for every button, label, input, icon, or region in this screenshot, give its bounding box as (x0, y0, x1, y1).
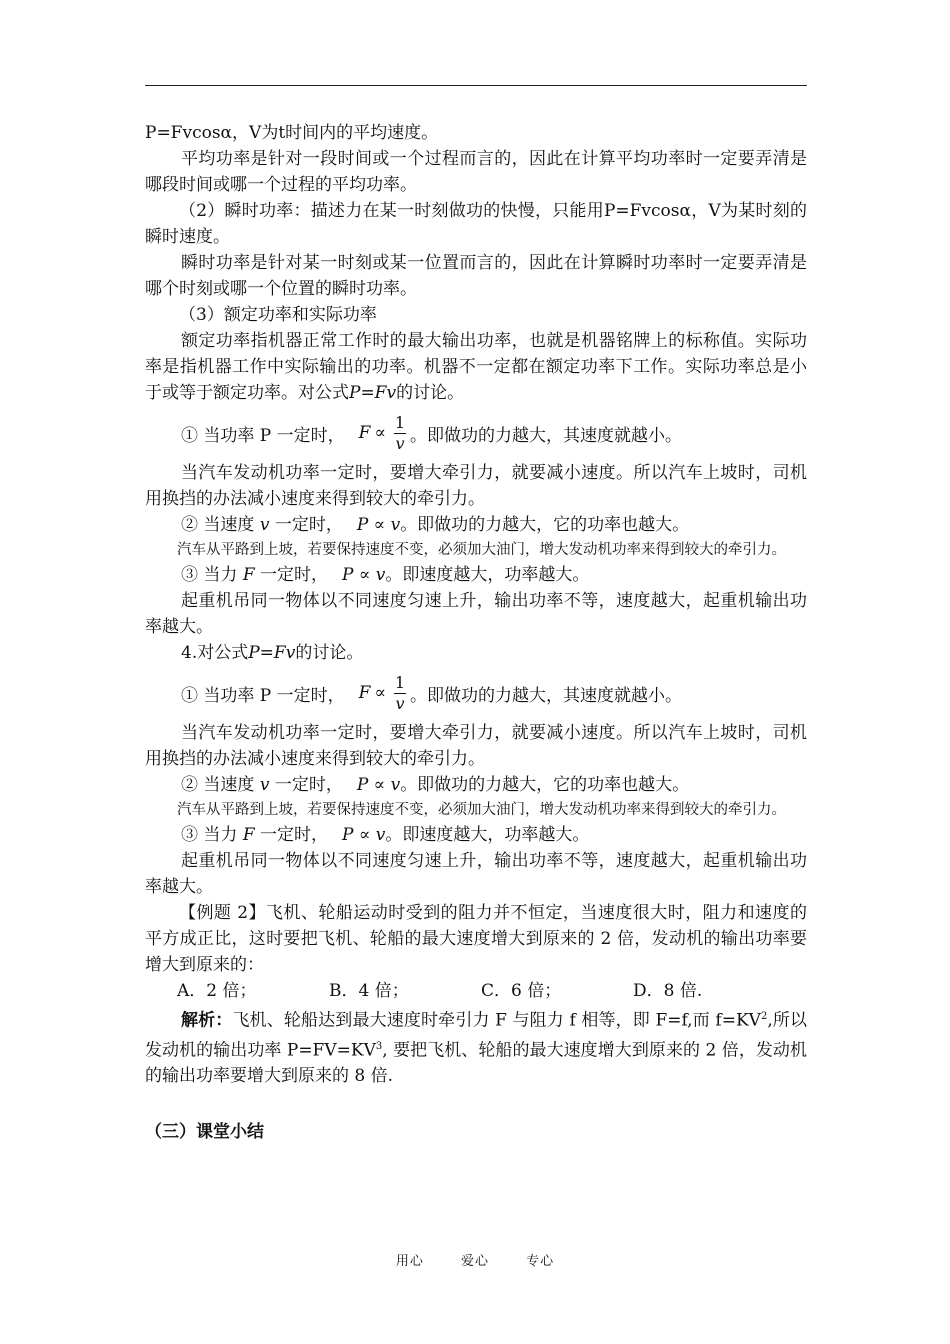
case3-formula-line: ③ 当力 F 一定时， P ∝ v。即速度越大，功率越大。 (181, 565, 590, 585)
page-content (145, 120, 807, 1145)
example-choices (145, 978, 807, 1004)
example-analysis: 解析：飞机、轮船达到最大速度时牵引力 F 与阻力 f 相等，即 F=f,而 $f=KV^2$,所以发动机的输出功率 $P=FV=KV^3$, 要把飞机、轮船的最大速度增大到原来的 2 倍，发动机的输出功率要增大到原来的 8 倍. (145, 1010, 808, 1087)
heading-rated-power: （3）额定功率和实际功率 (179, 305, 377, 325)
section4-heading: 4.对公式P=Fv的讨论。 (181, 643, 364, 663)
example-label: 【例题 2】 (179, 903, 267, 923)
example-question: 【例题 2】飞机、轮船运动时受到的阻力并不恒定，当速度很大时，阻力和速度的平方成正比，这时要把飞机、轮船的最大速度增大到原来的 2 倍，发动机的输出功率要增大到原来的： (145, 903, 807, 975)
choice-d: D．8 倍. (633, 981, 703, 1001)
page-footer (0, 1250, 950, 1269)
footer-item: 爱心 (460, 1254, 489, 1269)
footer-item: 用心 (395, 1254, 424, 1269)
section4-case2-explanation: 汽车从平路到上坡，若要保持速度不变，必须加大油门，增大发动机功率来得到较大的牵引力。 (177, 802, 786, 818)
summary-heading: （三）课堂小结 (145, 1122, 264, 1143)
paragraph-average-power: 平均功率是针对一段时间或一个过程而言的，因此在计算平均功率时一定要弄清是哪段时间或哪一个过程的平均功率。 (145, 149, 807, 195)
section4-case3-explanation: 起重机吊同一物体以不同速度匀速上升，输出功率不等，速度越大，起重机输出功率越大。 (145, 851, 807, 897)
case2-formula-line: ② 当速度 v 一定时， P ∝ v。即做功的力越大，它的功率也越大。 (181, 515, 690, 535)
paragraph-rated-power: 额定功率指机器正常工作时的最大输出功率，也就是机器铭牌上的标称值。实际功率是指机器工作中实际输出的功率。机器不一定都在额定功率下工作。实际功率总是小于或等于额定功率。对公式P=Fv的讨论。 (145, 331, 807, 403)
choice-a: A．2 倍； (177, 981, 257, 1001)
section4-case3-formula-line: ③ 当力 F 一定时， P ∝ v。即速度越大，功率越大。 (181, 825, 590, 845)
choice-b: B．4 倍； (329, 981, 409, 1001)
paragraph-instant-power-def: （2）瞬时功率：描述力在某一时刻做功的快慢，只能用P=Fvcosα，V为某时刻的瞬时速度。 (145, 201, 807, 247)
paragraph-instant-power: 瞬时功率是针对某一时刻或某一位置而言的，因此在计算瞬时功率时一定要弄清是哪个时刻或哪一个位置的瞬时功率。 (145, 253, 807, 299)
header-rule (145, 85, 807, 86)
footer-item: 专心 (526, 1254, 555, 1269)
case3-explanation: 起重机吊同一物体以不同速度匀速上升，输出功率不等，速度越大，起重机输出功率越大。 (145, 591, 807, 637)
case2-explanation: 汽车从平路到上坡，若要保持速度不变，必须加大油门，增大发动机功率来得到较大的牵引力。 (177, 542, 786, 558)
case1-explanation: 当汽车发动机功率一定时，要增大牵引力，就要减小速度。所以汽车上坡时，司机用换挡的办法减小速度来得到较大的牵引力。 (145, 463, 807, 509)
fraction-one-over-v-2: $\frac{1}{v}$ (394, 672, 406, 713)
section4-case1-formula-line: ① 当功率 P 一定时， F ∝ $\frac{1}{v}$ 。即做功的力越大，其速度就越小。 (181, 672, 682, 713)
section4-case2-formula-line: ② 当速度 v 一定时， P ∝ v。即做功的力越大，它的功率也越大。 (181, 775, 690, 795)
section4-case1-explanation: 当汽车发动机功率一定时，要增大牵引力，就要减小速度。所以汽车上坡时，司机用换挡的办法减小速度来得到较大的牵引力。 (145, 723, 807, 769)
analysis-label: 解析： (181, 1010, 233, 1031)
choice-c: C．6 倍； (481, 981, 562, 1001)
fraction-one-over-v: $\frac{1}{v}$ (394, 412, 406, 453)
paragraph-average-formula: P=Fvcosα，V为t时间内的平均速度。 (145, 123, 439, 143)
case1-formula-line: ① 当功率 P 一定时， F ∝ $\frac{1}{v}$ 。即做功的力越大，其速度就越小。 (181, 412, 682, 453)
